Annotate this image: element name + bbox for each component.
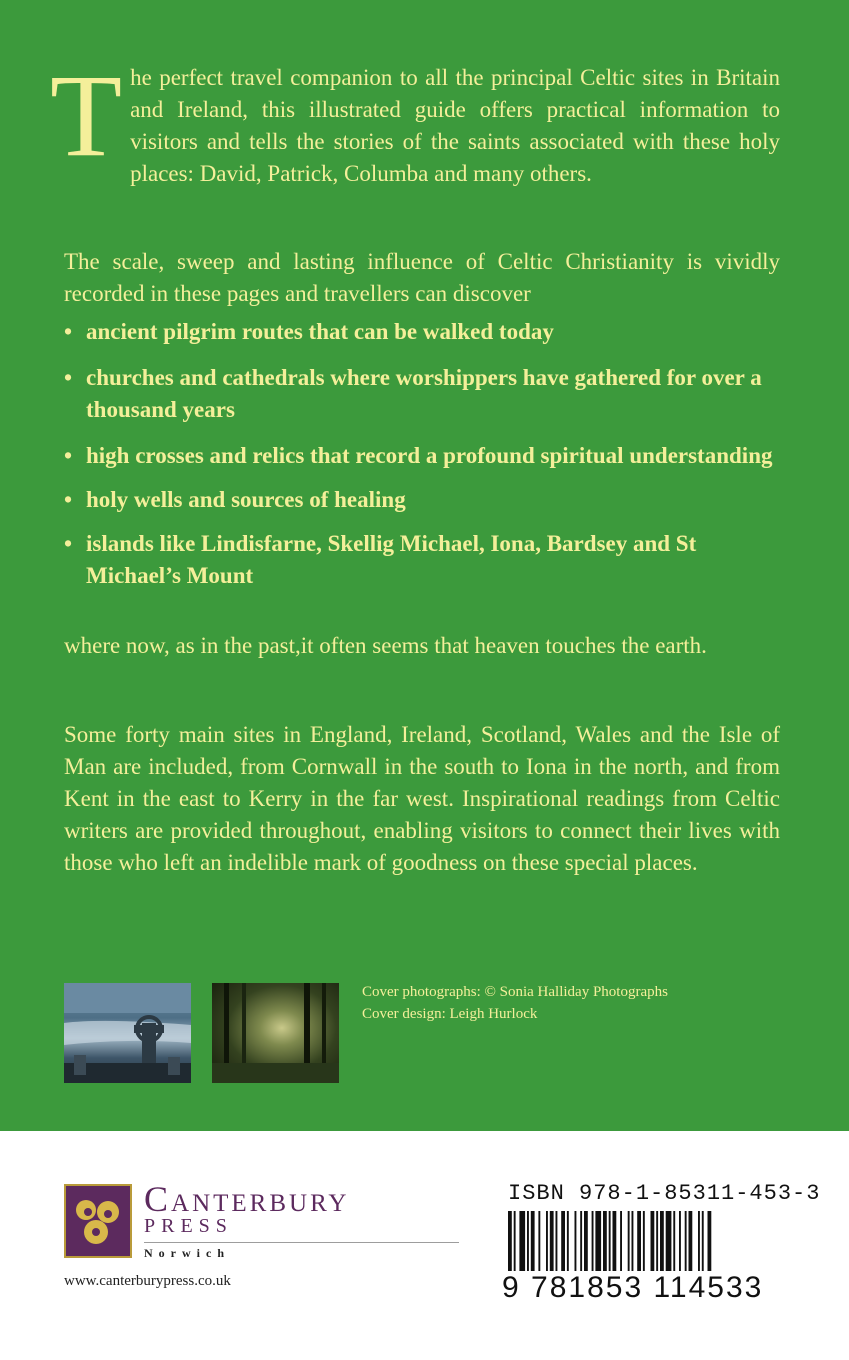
intro-text: he perfect travel companion to all the principal Celtic sites in Britain and Ireland, this illustrated guide offers practical information to visitors and tells the stories of the saints associated with these holy places: David, Patrick, Columba and many others. <box>130 65 780 186</box>
list-item <box>64 362 780 426</box>
isbn-label: ISBN 978-1-85311-453-3 <box>508 1181 821 1206</box>
forest-icon <box>212 983 339 1083</box>
bullet-icon: • <box>64 531 73 556</box>
publisher-city: Norwich <box>144 1246 230 1260</box>
list-item-text: islands like Lindisfarne, Skellig Michael, Iona, Bardsey and St Michael’s Mount <box>86 531 697 588</box>
design-credit: Cover design: Leigh Hurlock <box>362 1006 538 1022</box>
list-item <box>64 316 780 348</box>
publisher-divider <box>144 1242 459 1243</box>
celtic-cross-icon <box>64 983 191 1083</box>
list-item <box>64 528 780 592</box>
barcode-icon <box>508 1211 778 1271</box>
bullet-icon: • <box>64 443 73 468</box>
bullet-icon: • <box>64 319 73 344</box>
cover-credits <box>362 981 668 1025</box>
features-list <box>64 316 780 592</box>
celtic-cross-photo <box>64 983 191 1083</box>
photo-credit: Cover photographs: © Sonia Halliday Photographs <box>362 984 668 1000</box>
sites-paragraph: Some forty main sites in England, Ireland, Scotland, Wales and the Isle of Man are included, from Cornwall in the south to Iona in the north, and from Kent in the east to Kerry in the far west. Inspirational readings from Celtic writers are provided throughout, enabling visitors to connect their lives with those who left an indelible mark of goodness on these special places. <box>64 722 780 875</box>
list-item-text: holy wells and sources of healing <box>86 487 406 512</box>
list-item-text: churches and cathedrals where worshippers have gathered for over a thousand years <box>86 365 762 422</box>
closing-paragraph: where now, as in the past,it often seems that heaven touches the earth. <box>64 633 707 658</box>
publisher-press: PRESS <box>144 1215 233 1237</box>
publisher-website[interactable]: www.canterburypress.co.uk <box>64 1273 231 1289</box>
bullet-icon: • <box>64 487 73 512</box>
list-item <box>64 440 780 472</box>
publisher-logo-icon <box>66 1186 130 1256</box>
list-item-text: ancient pilgrim routes that can be walked today <box>86 319 554 344</box>
publisher-emblem <box>64 1184 132 1258</box>
barcode-digits: 9 781853 114533 <box>502 1271 764 1304</box>
publisher-name: Canterbury <box>144 1179 350 1219</box>
list-item <box>64 484 780 516</box>
forest-photo <box>212 983 339 1083</box>
intro-paragraph <box>50 50 780 190</box>
bullet-icon: • <box>64 365 73 390</box>
list-item-text: high crosses and relics that record a profound spiritual understanding <box>86 443 773 468</box>
drop-cap: T <box>50 50 123 181</box>
scale-paragraph: The scale, sweep and lasting influence of Celtic Christianity is vividly recorded in these pages and travellers can discover <box>64 249 780 306</box>
